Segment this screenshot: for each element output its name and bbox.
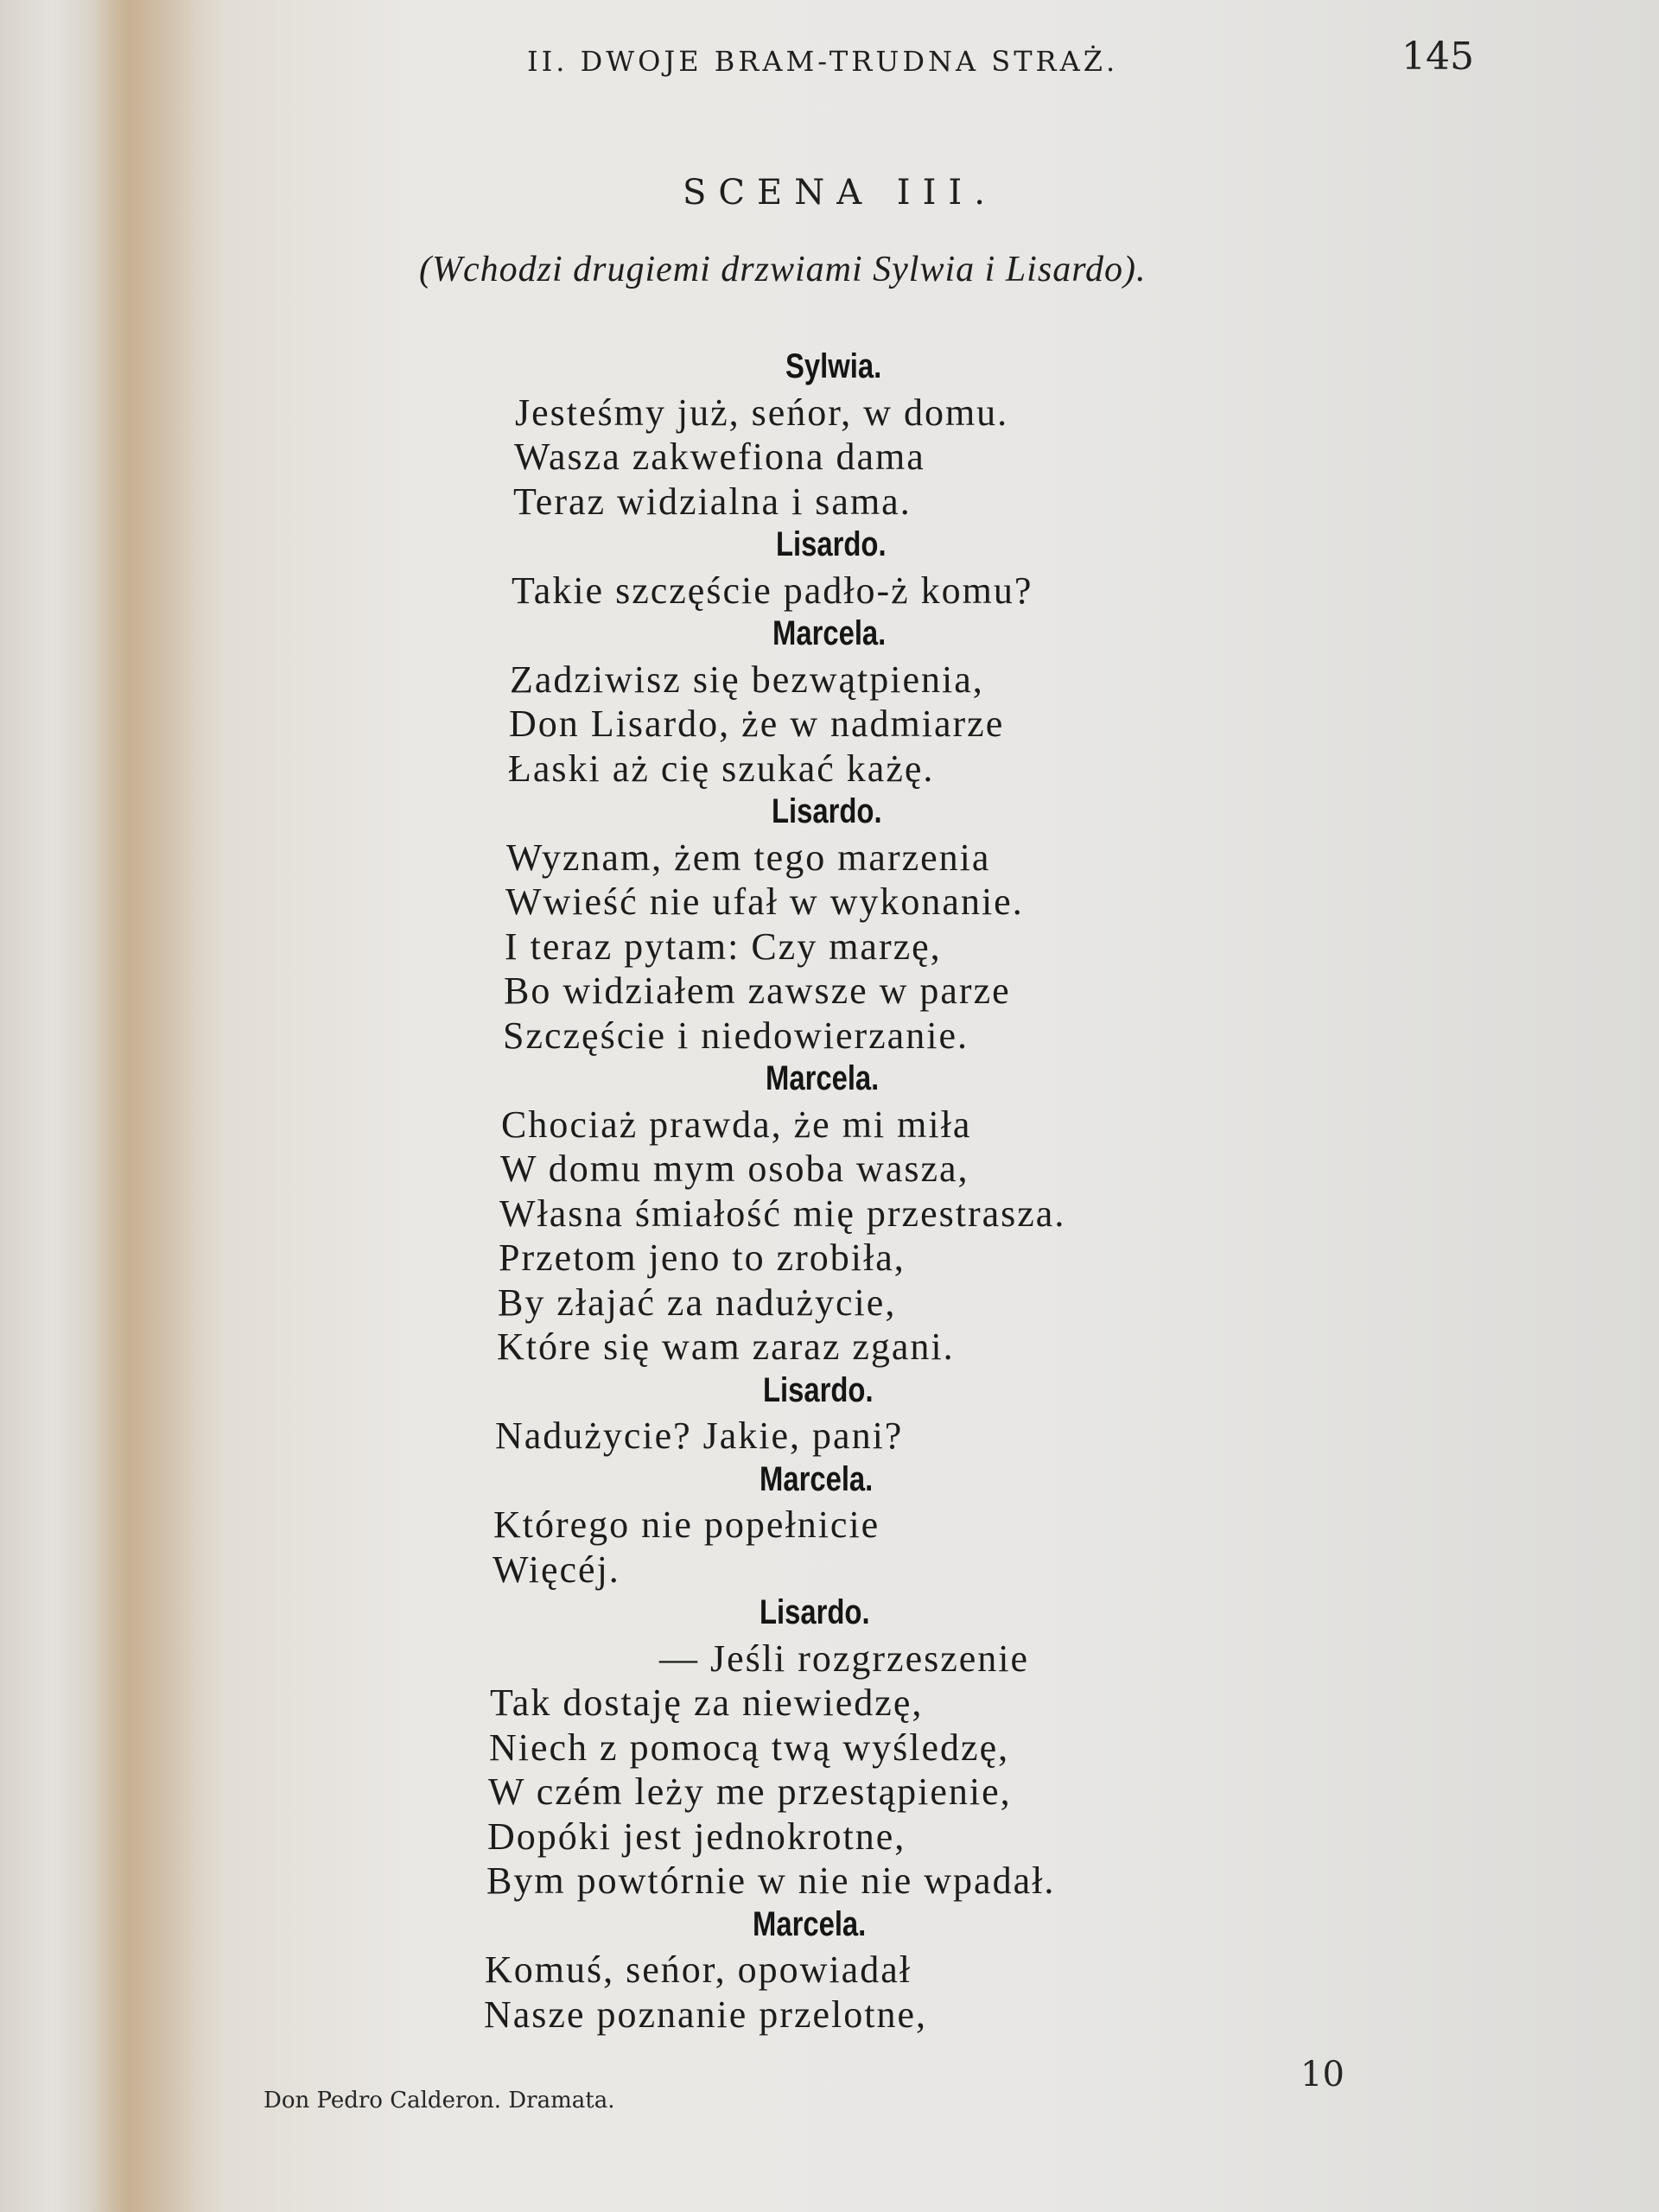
- verse-line: W domu mym osoba wasza,: [500, 1147, 969, 1190]
- verse-line: W czém leży me przestąpienie,: [488, 1770, 1012, 1813]
- verse-line: Wasza zakwefiona dama: [514, 435, 925, 478]
- verse-line: Które się wam zaraz zgani.: [497, 1325, 955, 1368]
- stage-direction: (Wchodzi drugiemi drzwiami Sylwia i Lisardo).: [419, 250, 1147, 289]
- verse-line: Don Lisardo, że w nadmiarze: [509, 702, 1005, 745]
- verse-line: Zadziwisz się bezwątpienia,: [510, 658, 984, 701]
- verse-line: Wyznam, żem tego marzenia: [506, 836, 991, 879]
- verse-line: Tak dostaję za niewiedzę,: [490, 1681, 924, 1724]
- page-fold-shadow: [86, 0, 190, 2212]
- verse-line: Dopóki jest jednokrotne,: [487, 1815, 906, 1858]
- verse-line: Własna śmiałość mię przestrasza.: [499, 1192, 1066, 1235]
- speaker-name: Marcela.: [752, 1904, 867, 1943]
- verse-line: By złajać za nadużycie,: [498, 1281, 897, 1324]
- verse-line: Łaski aż cię szukać każę.: [508, 747, 935, 790]
- speaker-name: Lisardo.: [759, 1593, 870, 1631]
- scene-title: SCENA III.: [683, 173, 997, 213]
- running-header: II. DWOJE BRAM-TRUDNA STRAŻ.: [527, 45, 1119, 78]
- verse-line: Takie szczęście padło-ż komu?: [512, 569, 1033, 612]
- verse-line: Nasze poznanie przelotne,: [484, 1993, 927, 2036]
- verse-line: Teraz widzialna i sama.: [513, 480, 912, 523]
- speaker-name: Lisardo.: [775, 525, 887, 563]
- verse-line: I teraz pytam: Czy marzę,: [505, 925, 942, 968]
- verse-line: Szczęście i niedowierzanie.: [503, 1014, 969, 1057]
- verse-line: Komuś, seńor, opowiadał: [485, 1948, 912, 1991]
- speaker-name: Lisardo.: [772, 792, 882, 830]
- verse-line: Jesteśmy już, seńor, w domu.: [515, 391, 1009, 434]
- signature-mark: 10: [1300, 2055, 1344, 2094]
- verse-line: Bym powtórnie w nie nie wpadał.: [486, 1859, 1056, 1902]
- verse-line: — Jeśli rozgrzeszenie: [659, 1637, 1030, 1680]
- verse-line: Niech z pomocą twą wyśledzę,: [489, 1726, 1010, 1769]
- speaker-name: Marcela.: [772, 614, 887, 652]
- verse-line: Wwieść nie ufał w wykonanie.: [505, 880, 1024, 923]
- verse-line: Chociaż prawda, że mi miła: [501, 1103, 972, 1146]
- verse-line: Przetom jeno to zrobiła,: [499, 1236, 906, 1279]
- verse-line: Bo widziałem zawsze w parze: [504, 969, 1011, 1012]
- page-number: 145: [1402, 35, 1474, 79]
- verse-line: Nadużycie? Jakie, pani?: [495, 1414, 904, 1457]
- verse-line: Więcéj.: [493, 1548, 620, 1591]
- speaker-name: Sylwia.: [785, 347, 882, 385]
- speaker-name: Marcela.: [760, 1459, 874, 1498]
- verse-line: Którego nie popełnicie: [493, 1503, 880, 1546]
- book-title-footer: Don Pedro Calderon. Dramata.: [264, 2088, 615, 2113]
- speaker-name: Lisardo.: [762, 1370, 874, 1409]
- speaker-name: Marcela.: [766, 1059, 880, 1097]
